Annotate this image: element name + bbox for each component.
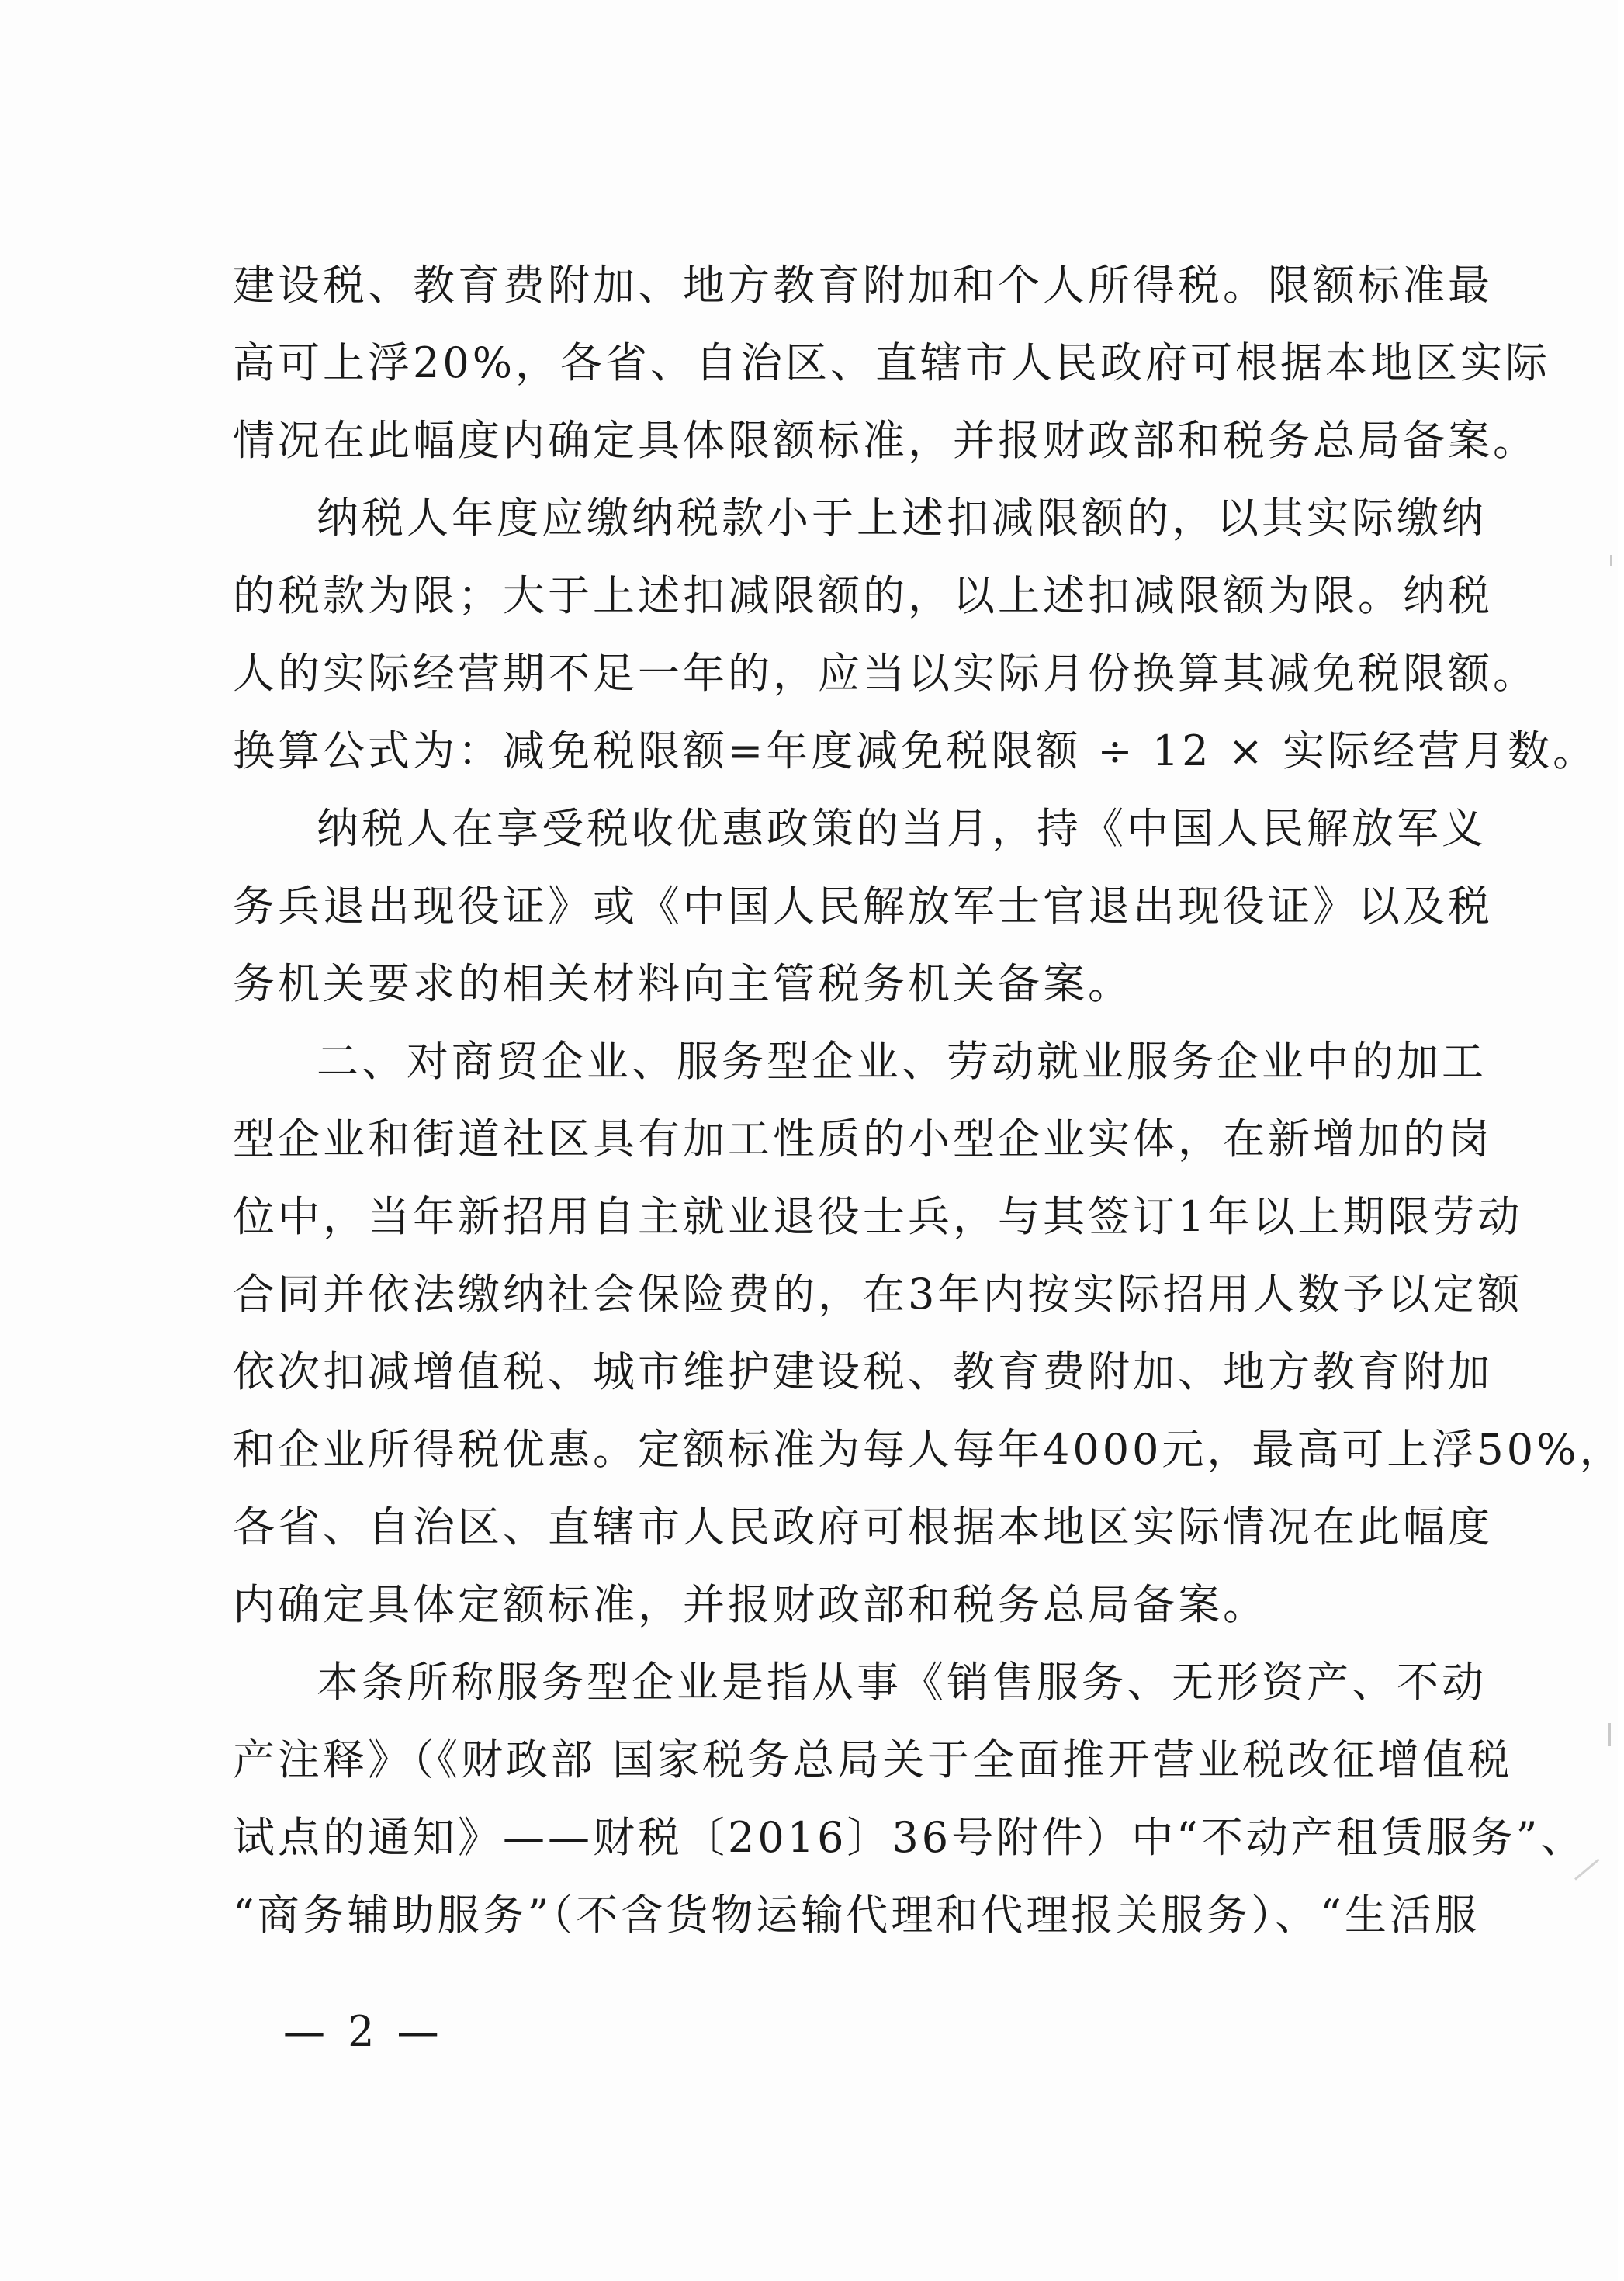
text-line: 位中，当年新招用自主就业退役士兵，与其签订1年以上期限劳动 [233, 1192, 1523, 1241]
text-line: 务机关要求的相关材料向主管税务机关备案。 [233, 959, 1133, 1008]
text-line: 换算公式为：减免税限额=年度减免税限额 ÷ 12 × 实际经营月数。 [233, 726, 1598, 775]
scan-artifact [1608, 1723, 1611, 1746]
text-line: 的税款为限；大于上述扣减限额的，以上述扣减限额为限。纳税 [233, 571, 1493, 620]
text-line: 各省、自治区、直辖市人民政府可根据本地区实际情况在此幅度 [233, 1503, 1493, 1551]
text-line: 纳税人在享受税收优惠政策的当月，持《中国人民解放军义 [317, 804, 1487, 853]
document-body [233, 247, 1624, 1954]
text-line: 纳税人年度应缴纳税款小于上述扣减限额的，以其实际缴纳 [317, 494, 1487, 543]
text-line: 二、对商贸企业、服务型企业、劳动就业服务企业中的加工 [317, 1037, 1487, 1086]
text-line: 人的实际经营期不足一年的，应当以实际月份换算其减免税限额。 [233, 649, 1538, 698]
text-line: 建设税、教育费附加、地方教育附加和个人所得税。限额标准最 [233, 261, 1493, 310]
scan-artifact [1610, 555, 1612, 566]
page-number: — 2 — [283, 2007, 444, 2056]
text-line: 产注释》（《财政部 国家税务总局关于全面推开营业税改征增值税 [233, 1735, 1513, 1784]
text-line: “商务辅助服务”（不含货物运输代理和代理报关服务）、“生活服 [233, 1891, 1480, 1940]
text-line: 合同并依法缴纳社会保险费的，在3年内按实际招用人数予以定额 [233, 1270, 1523, 1319]
text-line: 务兵退出现役证》或《中国人民解放军士官退出现役证》以及税 [233, 882, 1493, 931]
text-line: 本条所称服务型企业是指从事《销售服务、无形资产、不动 [317, 1658, 1487, 1707]
text-line: 试点的通知》——财税〔2016〕36号附件）中“不动产租赁服务”、 [233, 1813, 1586, 1862]
text-line: 情况在此幅度内确定具体限额标准，并报财政部和税务总局备案。 [233, 416, 1538, 465]
text-line: 依次扣减增值税、城市维护建设税、教育费附加、地方教育附加 [233, 1347, 1493, 1396]
text-line: 型企业和街道社区具有加工性质的小型企业实体，在新增加的岗 [233, 1115, 1493, 1163]
text-line: 高可上浮20%，各省、自治区、直辖市人民政府可根据本地区实际 [233, 338, 1551, 387]
text-line: 内确定具体定额标准，并报财政部和税务总局备案。 [233, 1580, 1268, 1629]
text-line: 和企业所得税优惠。定额标准为每人每年4000元，最高可上浮50%， [233, 1425, 1624, 1474]
